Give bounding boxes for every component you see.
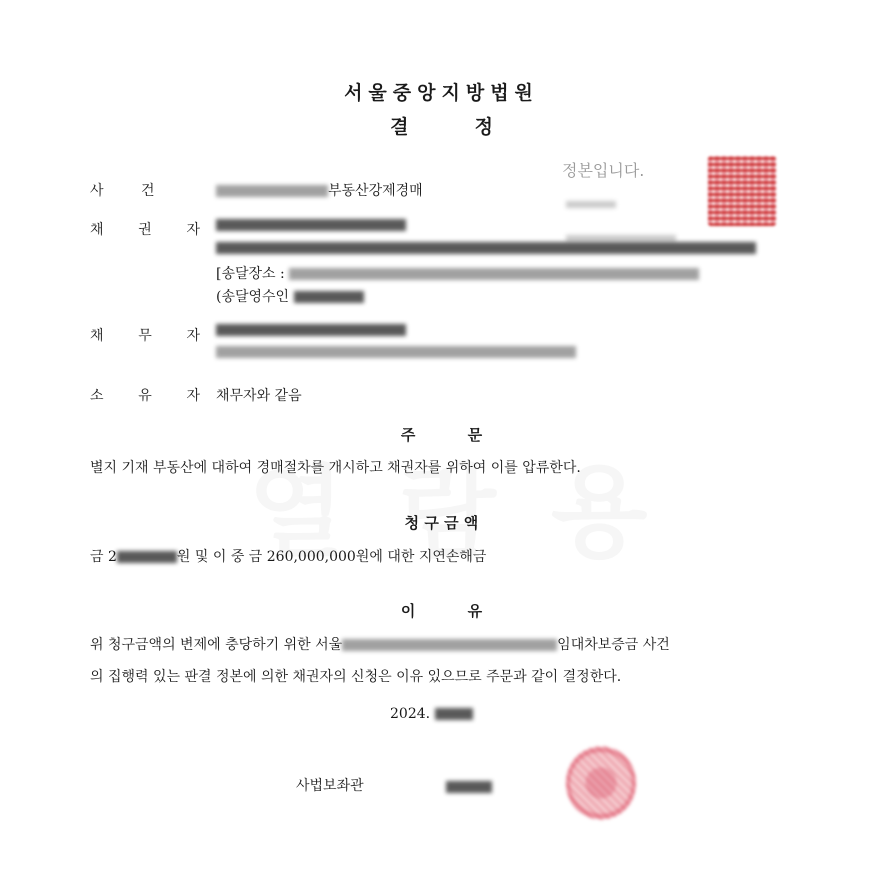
debtor-name (216, 322, 406, 338)
certified-copy-detail-1 (566, 194, 616, 213)
creditor-name (216, 217, 406, 233)
case-value (216, 180, 423, 200)
decision-year: 2024. (390, 706, 431, 722)
debtor-label: 채 무 자 (90, 328, 200, 344)
court-seal-square (708, 156, 776, 226)
officer-seal (566, 746, 636, 820)
claim-title: 청 구 금 액 (404, 514, 479, 532)
reason-line-1 (90, 634, 670, 654)
creditor-label: 채 권 자 (90, 222, 200, 238)
reason-line-2: 의 집행력 있는 판결 정본에 의한 채권자의 신청은 이유 있으므로 주문과 같이 결정한다. (90, 669, 622, 685)
case-type: 부동산강제경매 (328, 183, 423, 199)
creditor-address (216, 240, 756, 256)
claim-prefix: 금 2 (90, 549, 117, 565)
document-title: 결 정 (390, 116, 493, 138)
owner-label: 소 유 자 (90, 388, 200, 404)
court-name: 서울중앙지방법원 (344, 82, 539, 104)
creditor-delivery-place (216, 263, 699, 283)
debtor-address (216, 344, 576, 360)
creditor-delivery-recipient (216, 286, 364, 306)
reason-line-1-a: 위 청구금액의 변제에 충당하기 위한 서울 (90, 637, 343, 653)
judicial-officer-name (446, 776, 492, 795)
certified-copy-label: 정본입니다. (562, 161, 645, 180)
claim-body: 원 및 이 중 금 260,000,000원에 대한 지연손해금 (176, 549, 487, 565)
judicial-officer-title: 사법보좌관 (296, 778, 364, 794)
delivery-recipient-label: (송달영수인 (216, 289, 290, 305)
owner-value: 채무자와 같음 (216, 388, 302, 404)
reason-line-1-b: 임대차보증금 사건 (557, 637, 670, 653)
reason-title: 이 유 (400, 602, 483, 620)
order-text: 별지 기재 부동산에 대하여 경매절차를 개시하고 채권자를 위하여 이를 압류한다. (90, 460, 581, 476)
order-title: 주 문 (400, 426, 483, 444)
claim-text (90, 546, 486, 566)
decision-date (390, 706, 473, 722)
case-label: 사 건 (90, 183, 155, 199)
delivery-place-label: [송달장소 : (216, 266, 285, 282)
